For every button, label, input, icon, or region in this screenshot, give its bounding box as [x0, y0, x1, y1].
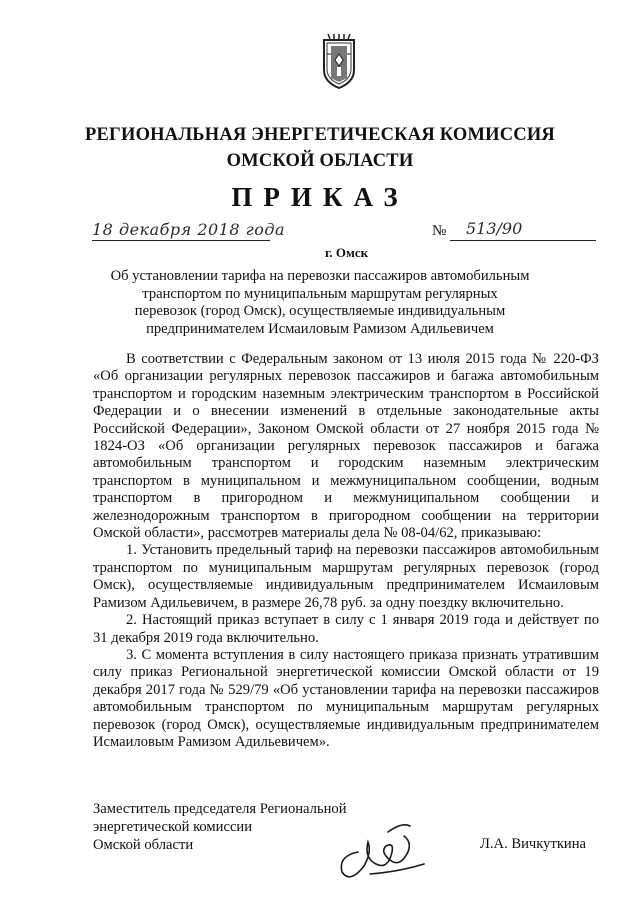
document-number: 513/90 — [466, 219, 523, 238]
clause-3-paragraph: 3. С момента вступления в силу настоящего приказа признать утратившим силу приказ Региональной энергетической комиссии Омской области от 19 декабря 2017 года № 529/79 «Об установлении тарифа на перевозки пассажиров автомобильным транспортом по муниципальным маршрутам регулярных перевозок (город Омск), осуществляемые индивидуальным предпринимателем Исмаиловым Рамизом Адильевичем». — [93, 646, 599, 750]
signatory-title-line3: Омской области — [93, 837, 194, 853]
clause-2-paragraph: 2. Настоящий приказ вступает в силу с 1 января 2019 года и действует по 31 декабря 2019 года включительно. — [93, 612, 599, 646]
signatory-name: Л.А. Вичкуткина — [480, 836, 587, 852]
coat-of-arms-icon — [318, 34, 360, 90]
handwritten-signature-icon — [328, 812, 438, 882]
clause-1-paragraph: 1. Установить предельный тариф на перевозки пассажиров автомобильным транспортом по муниципальным маршрутам регулярных перевозок (город Омск), осуществляемые индивидуальным предпринимателем Исмаиловым Рамизом Адильевичем, в размере 26,78 руб. за одну поездку включительно. — [93, 542, 599, 611]
signatory-title-line2: энергетической комиссии — [93, 819, 253, 835]
number-underline — [450, 240, 596, 241]
organization-name-line2: ОМСКОЙ ОБЛАСТИ — [226, 151, 414, 171]
organization-name-line1: РЕГИОНАЛЬНАЯ ЭНЕРГЕТИЧЕСКАЯ КОМИССИЯ — [84, 125, 555, 145]
document-type-title: ПРИКАЗ — [231, 182, 409, 212]
document-city: г. Омск — [325, 245, 369, 260]
document-body — [93, 351, 599, 751]
number-label: № — [432, 223, 447, 239]
signatory-title — [93, 800, 347, 854]
signatory-title-line1: Заместитель председателя Региональной — [93, 801, 347, 817]
organization-name — [0, 122, 640, 174]
document-date: 18 декабря 2018 года — [92, 220, 286, 239]
preamble-paragraph: В соответствии с Федеральным законом от 13 июля 2015 года № 220-ФЗ «Об организации регулярных перевозок пассажиров и багажа автомобильным транспортом и городским наземным электрическим транспортом в Российской Федерации и о внесении изменений в отдельные законодательные акты Российской Федерации», Законом Омской области от 27 ноября 2015 года № 1824-ОЗ «Об организации регулярных перевозок пассажиров и багажа автомобильным транспортом и городским наземным электрическим транспортом в муниципальном и межмуниципальном сообщении, водным транспортом в пригородном и межмуниципальном сообщении и железнодорожным транспортом в пригородном сообщении на территории Омской области», рассмотрев материалы дела № 08-04/62, приказываю: — [93, 351, 599, 542]
document-subject: Об установлении тарифа на перевозки пассажиров автомобильным транспортом по муниципальным маршрутам регулярных перевозок (город Омск), осуществляемые индивидуальным предпринимателем Исмаиловым Рамизом Адильевичем — [110, 268, 530, 337]
date-underline — [92, 240, 270, 241]
